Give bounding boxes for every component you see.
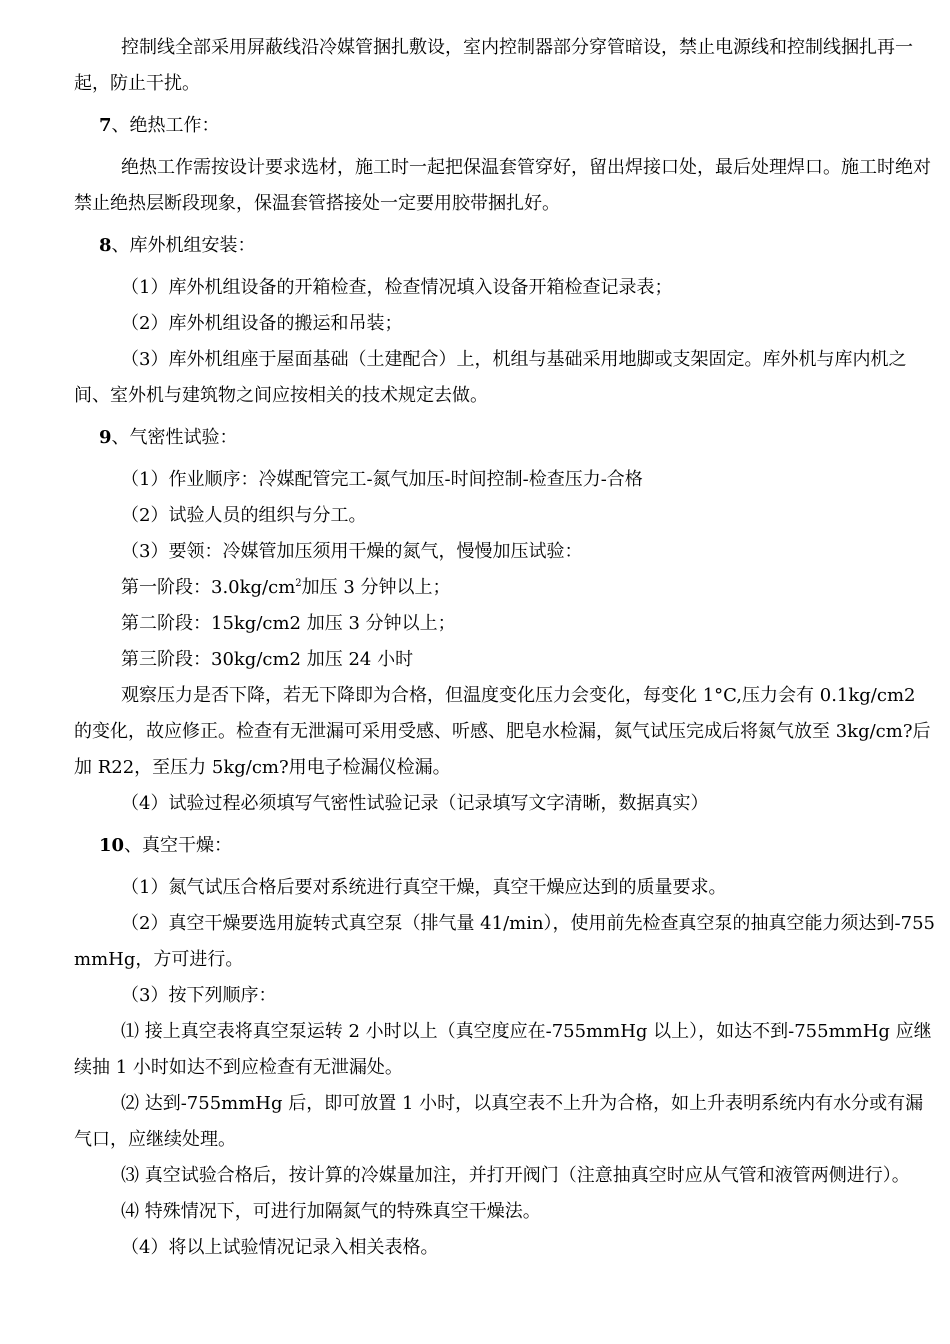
paragraph-insulation: 绝热工作需按设计要求选材，施工时一起把保温套管穿好，留出焊接口处，最后处理焊口。施工时绝对禁止绝热层断段现象，保温套管搭接处一定要用胶带捆扎好。: [74, 157, 931, 214]
section-title: 、真空干燥：: [124, 835, 233, 856]
section-number: 9: [99, 427, 112, 448]
list-item: （3）要领：冷媒管加压须用干燥的氮气，慢慢加压试验：: [121, 541, 583, 562]
list-item: （3）库外机组座于屋面基础（土建配合）上，机组与基础采用地脚或支架固定。库外机与库内机之间、室外机与建筑物之间应按相关的技术规定去做。: [74, 349, 907, 406]
sub-item: ⑵ 达到-755mmHg 后，即可放置 1 小时，以真空表不上升为合格，如上升表明系统内有水分或有漏气口，应继续处理。: [74, 1093, 924, 1150]
section-title: 、气密性试验：: [111, 427, 238, 448]
sub-item: ⑴ 接上真空表将真空泵运转 2 小时以上（真空度应在-755mmHg 以上），如达不到-755mmHg 应继续抽 1 小时如达不到应检查有无泄漏处。: [74, 1021, 932, 1078]
list-item: （3）按下列顺序：: [121, 985, 277, 1006]
document-page: [74, 30, 936, 1266]
section-number: 7: [99, 115, 112, 136]
list-item: （2）库外机组设备的搬运和吊装；: [121, 313, 403, 334]
stage-line-1: [74, 570, 936, 606]
section-heading-10: [74, 828, 936, 864]
list-item: （1）作业顺序：冷媒配管完工-氮气加压-时间控制-检查压力-合格: [121, 469, 643, 490]
list-item: （1）库外机组设备的开箱检查，检查情况填入设备开箱检查记录表；: [121, 277, 673, 298]
paragraph-control-wiring: 控制线全部采用屏蔽线沿冷媒管捆扎敷设，室内控制器部分穿管暗设，禁止电源线和控制线捆扎再一起，防止干扰。: [74, 37, 913, 94]
sub-item: ⑶ 真空试验合格后，按计算的冷媒量加注，并打开阀门（注意抽真空时应从气管和液管两侧进行）。: [121, 1165, 910, 1186]
stage-text: 第一阶段：3.0kg/cm: [121, 577, 296, 598]
superscript: 2: [295, 578, 302, 589]
stage-text: 加压 3 分钟以上；: [301, 577, 451, 598]
section-title: 、绝热工作：: [111, 115, 220, 136]
section-heading-7: [74, 108, 936, 144]
list-item: （4）试验过程必须填写气密性试验记录（记录填写文字清晰，数据真实）: [121, 793, 709, 814]
section-title: 、库外机组安装：: [111, 235, 256, 256]
stage-line-3: 第三阶段：30kg/cm2 加压 24 小时: [121, 649, 414, 670]
paragraph-observe-pressure: 观察压力是否下降，若无下降即为合格，但温度变化压力会变化，每变化 1°C,压力会有 0.1kg/cm2 的变化，故应修正。检查有无泄漏可采用受感、听感、肥皂水检漏，氮气试压完成后将氮气放至 3kg/cm?后加 R22，至压力 5kg/cm?用电子检漏仪检漏。: [74, 685, 931, 778]
section-heading-9: [74, 420, 936, 456]
list-item: （2）真空干燥要选用旋转式真空泵（排气量 41/min），使用前先检查真空泵的抽真空能力须达到-755mmHg，方可进行。: [74, 913, 935, 970]
section-heading-8: [74, 228, 936, 264]
stage-line-2: 第二阶段：15kg/cm2 加压 3 分钟以上；: [121, 613, 456, 634]
sub-item: ⑷ 特殊情况下，可进行加隔氮气的特殊真空干燥法。: [121, 1201, 541, 1222]
list-item: （2）试验人员的组织与分工。: [121, 505, 367, 526]
list-item: （1）氮气试压合格后要对系统进行真空干燥，真空干燥应达到的质量要求。: [121, 877, 727, 898]
list-item: （4）将以上试验情况记录入相关表格。: [121, 1237, 439, 1258]
section-number: 10: [99, 835, 125, 856]
section-number: 8: [99, 235, 112, 256]
